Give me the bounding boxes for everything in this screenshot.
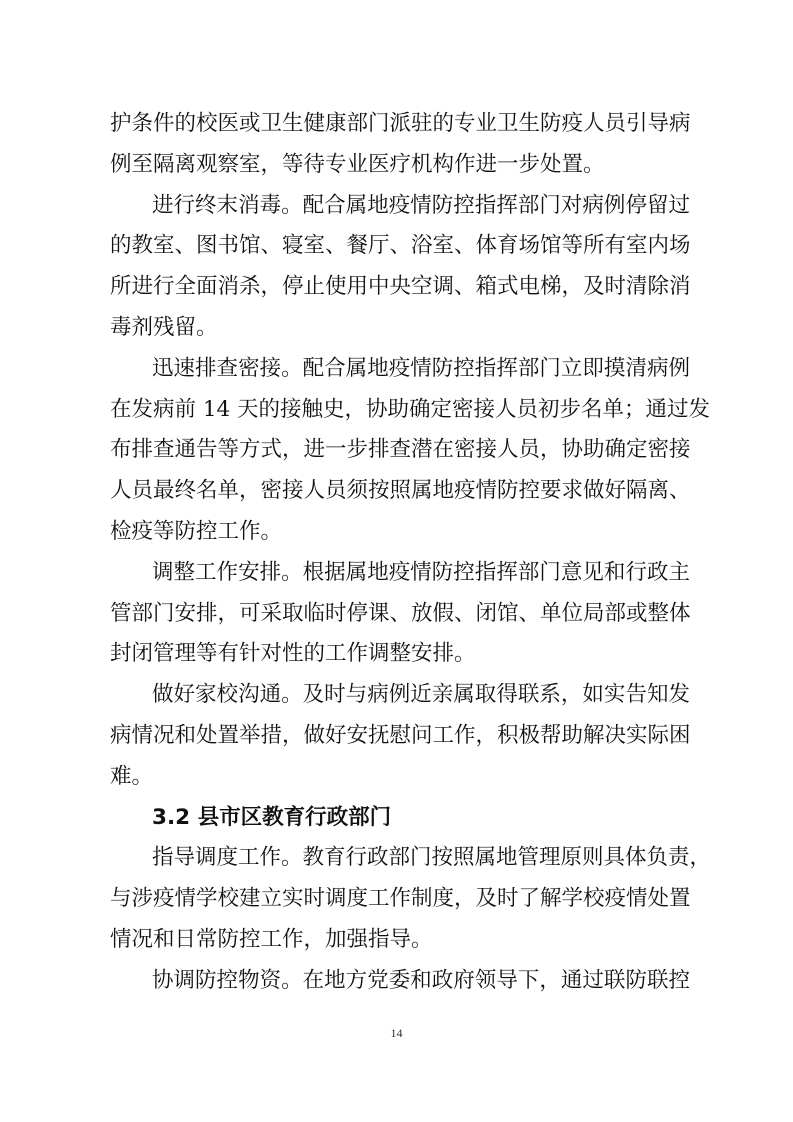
body-text-line: 毒剂残留。 [110, 315, 218, 340]
body-text-line: 的教室、图书馆、寝室、餐厅、浴室、体育场馆等所有室内场 [110, 233, 691, 259]
body-text-line: 所进行全面消杀，停止使用中央空调、箱式电梯，及时清除消 [110, 274, 691, 300]
body-text-line: 护条件的校医或卫生健康部门派驻的专业卫生防疫人员引导病 [110, 111, 691, 136]
body-text-line: 封闭管理等有针对性的工作调整安排。 [110, 641, 476, 667]
paragraph-start-line: 指导调度工作。教育行政部门按照属地管理原则具体负责， [152, 845, 712, 871]
body-text-line: 例至隔离观察室，等待专业医疗机构作进一步处置。 [110, 151, 605, 177]
body-text-line: 人员最终名单，密接人员须按照属地疫情防控要求做好隔离、 [110, 478, 691, 504]
body-text-line: 检疫等防控工作。 [110, 519, 283, 544]
body-text-line: 病情况和处置举措，做好安抚慰问工作，积极帮助解决实际困 [110, 723, 691, 748]
paragraph-start-line: 迅速排查密接。配合属地疫情防控指挥部门立即摸清病例 [152, 355, 690, 381]
section-heading: 3.2 县市区教育行政部门 [152, 804, 392, 830]
page-number: 14 [390, 1026, 403, 1040]
body-text-line: 在发病前 14 天的接触史，协助确定密接人员初步名单；通过发 [110, 396, 711, 422]
body-text-line: 布排查通告等方式，进一步排查潜在密接人员，协助确定密接 [110, 437, 691, 463]
paragraph-start-line: 做好家校沟通。及时与病例近亲属取得联系，如实告知发 [152, 682, 690, 708]
body-text-line: 难。 [110, 763, 154, 789]
paragraph-start-line: 调整工作安排。根据属地疫情防控指挥部门意见和行政主 [152, 559, 690, 585]
paragraph-start-line: 进行终末消毒。配合属地疫情防控指挥部门对病例停留过 [152, 192, 690, 218]
body-text-line: 情况和日常防控工作，加强指导。 [110, 927, 433, 952]
body-text-line: 与涉疫情学校建立实时调度工作制度，及时了解学校疫情处置 [110, 886, 691, 912]
paragraph-start-line: 协调防控物资。在地方党委和政府领导下，通过联防联控 [152, 967, 690, 993]
body-text-line: 管部门安排，可采取临时停课、放假、闭馆、单位局部或整体 [110, 600, 691, 626]
